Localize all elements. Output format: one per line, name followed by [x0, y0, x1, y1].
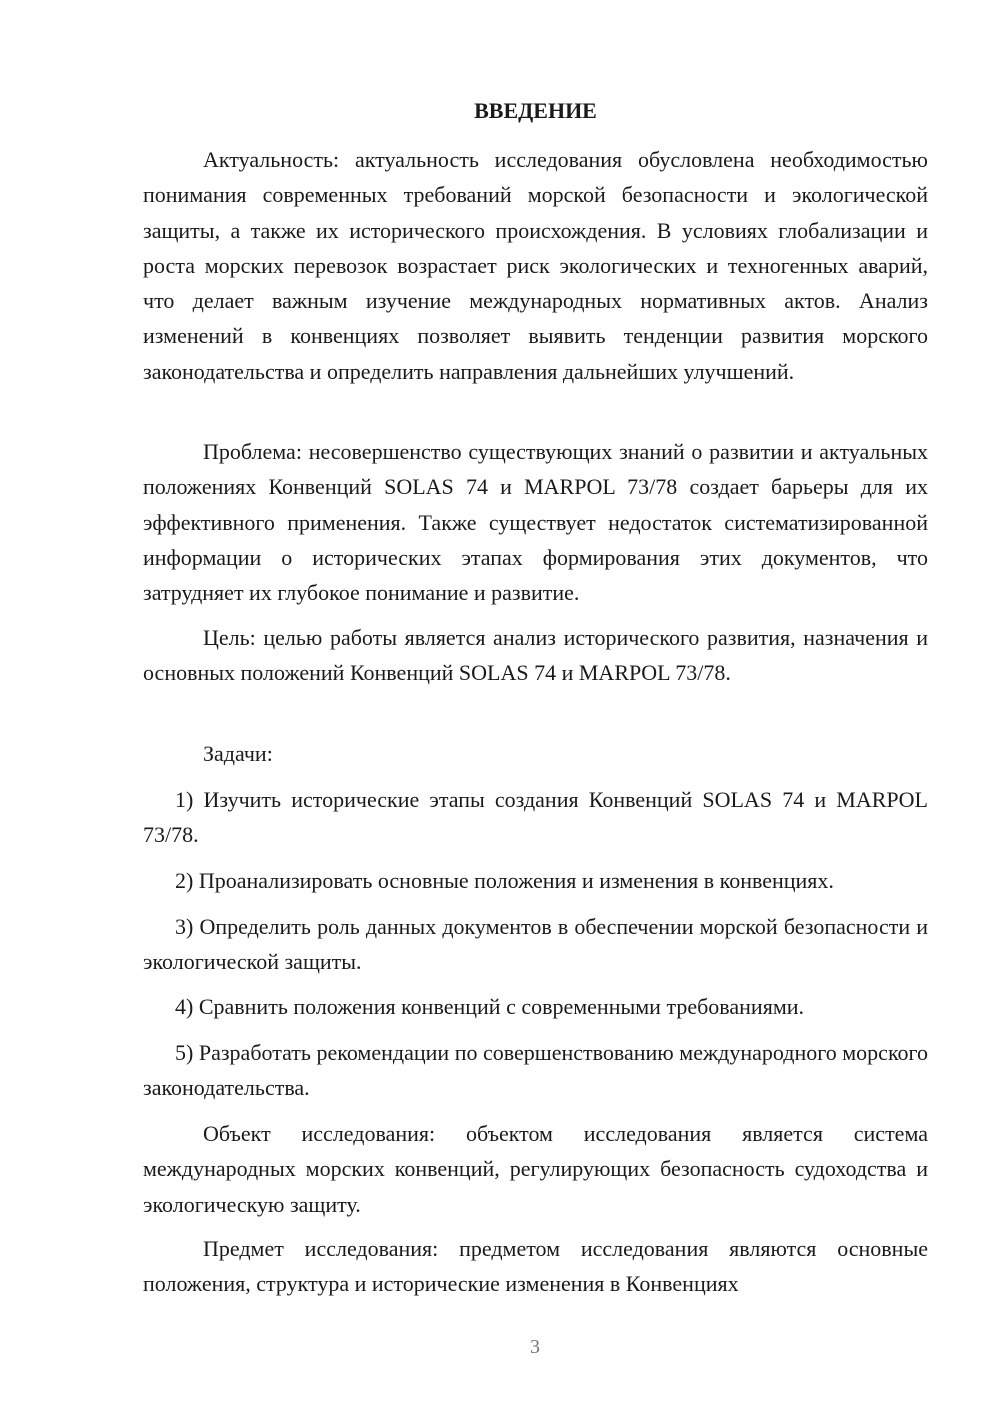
paragraph-problem: Проблема: несовершенство существующих знаний о развитии и актуальных положениях Конвенций SOLAS 74 и MARPOL 73/78 создает барьеры для их эффективного применения. Также существует недостаток систематизированной информации о исторических этапах формирования этих документов, что затрудняет их глубокое понимание и развитие. — [143, 439, 928, 606]
tasks-label: Задачи: — [203, 741, 273, 766]
page-heading: ВВЕДЕНИЕ — [474, 98, 597, 123]
paragraph-goal: Цель: целью работы является анализ исторического развития, назначения и основных положений Конвенций SOLAS 74 и MARPOL 73/78. — [143, 625, 928, 686]
task-item-2: 2) Проанализировать основные положения и изменения в конвенциях. — [175, 868, 834, 893]
paragraph-relevance: Актуальность: актуальность исследования обусловлена необходимостью понимания современных требований морской безопасности и экологической защиты, а также их исторического происхождения. В условиях глобализации и роста морских перевозок возрастает риск экологических и техногенных аварий, что делает важным изучение международных нормативных актов. Анализ изменений в конвенциях позволяет выявить тенденции развития морского законодательства и определить направления дальнейших улучшений. — [143, 147, 928, 384]
paragraph-subject: Предмет исследования: предметом исследования являются основные положения, структура и исторические изменения в Конвенциях — [143, 1236, 928, 1297]
task-item-4: 4) Сравнить положения конвенций с современными требованиями. — [175, 994, 805, 1019]
task-item-5: 5) Разработать рекомендации по совершенствованию международного морского законодательства. — [143, 1040, 928, 1101]
task-item-3: 3) Определить роль данных документов в обеспечении морской безопасности и экологической защиты. — [143, 914, 928, 975]
paragraph-object: Объект исследования: объектом исследования является система международных морских конвенций, регулирующих безопасность судоходства и экологическую защиту. — [143, 1121, 928, 1217]
page-number: 3 — [530, 1336, 540, 1358]
task-item-1: 1) Изучить исторические этапы создания Конвенций SOLAS 74 и MARPOL 73/78. — [143, 787, 928, 848]
